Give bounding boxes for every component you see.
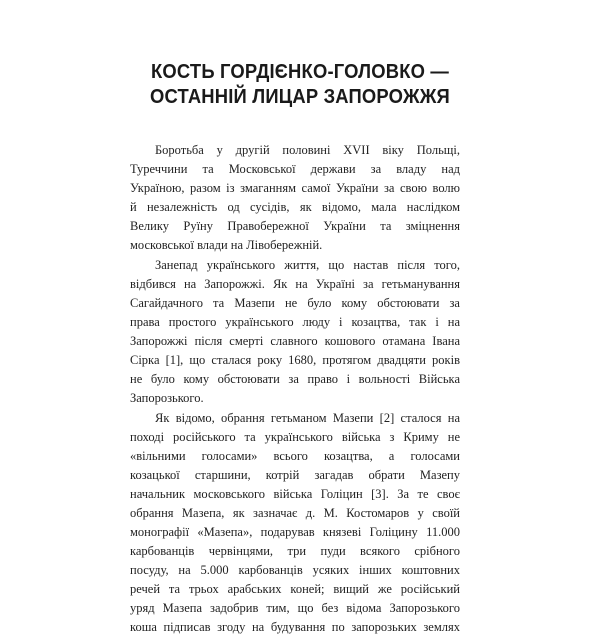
paragraph-3 xyxy=(130,409,460,637)
paragraph-1 xyxy=(130,141,460,255)
text-line: Як відомо, обрання гетьманом Мазепи [2] сталося на xyxy=(155,411,460,425)
text-line: відбився на Запорожжі. Як на Україні за гетьманування xyxy=(130,277,460,291)
text-line: обрання Мазепа, як зазначає д. М. Костомаров у своїй xyxy=(130,506,460,520)
text-line: начальник московського війська Голіцин [3]. За те своє xyxy=(130,487,460,501)
text-line: Туреччини та Московської держави за владу над xyxy=(130,162,460,176)
text-line: Велику Руїну Правобережної України та зміцнення xyxy=(130,219,460,233)
text-line: посуду, на 5.000 карбованців усяких інших коштовних xyxy=(130,563,460,577)
text-line: Сагайдачного та Мазепи не було кому обстоювати за xyxy=(130,296,460,310)
chapter-title-line-1: КОСТЬ ГОРДІЄНКО-ГОЛОВКО — xyxy=(150,61,450,83)
text-line: карбованців червінцями, три пуди всякого срібного xyxy=(130,544,460,558)
chapter-title-line-2: ОСТАННІЙ ЛИЦАР ЗАПОРОЖЖЯ xyxy=(150,86,450,108)
text-line: Сірка [1], що сталася року 1680, протягом двадцяти років xyxy=(130,353,460,367)
text-line: коша підписав згоду на будування по запорозьких землях xyxy=(130,620,460,634)
text-line: «вільними голосами» всього козацтва, а голосами xyxy=(130,449,460,463)
text-line: Боротьба у другій половині XVII віку Польщі, xyxy=(155,143,460,157)
body-text xyxy=(130,141,460,637)
text-line: московської влади на Лівобережній. xyxy=(130,238,323,252)
text-line: козацької старшини, котрій загадав обрати Мазепу xyxy=(130,468,460,482)
text-line: Занепад українського життя, що настав після того, xyxy=(155,258,460,272)
text-line: не було кому обстоювати за право і вольності Війська xyxy=(130,372,460,386)
text-line: Запорожжі після смерті славного кошового отамана Івана xyxy=(130,334,460,348)
text-line: речей та трьох арабських коней; вищий же російський xyxy=(130,582,460,596)
text-line: монографії «Мазепа», подарував князеві Голіцину 11.000 xyxy=(130,525,460,539)
text-line: права простого українського люду і козацтва, так і на xyxy=(130,315,460,329)
paragraph-2 xyxy=(130,256,460,408)
text-line: й незалежність од сусідів, як відомо, мала наслідком xyxy=(130,200,460,214)
text-line: поході російського та українського війська з Криму не xyxy=(130,430,460,444)
text-line: Запорозького. xyxy=(130,391,204,405)
text-line: уряд Мазепа задобрив тим, що без відома Запорозького xyxy=(130,601,460,615)
text-line: Україною, разом із змаганням самої України за свою волю xyxy=(130,181,460,195)
